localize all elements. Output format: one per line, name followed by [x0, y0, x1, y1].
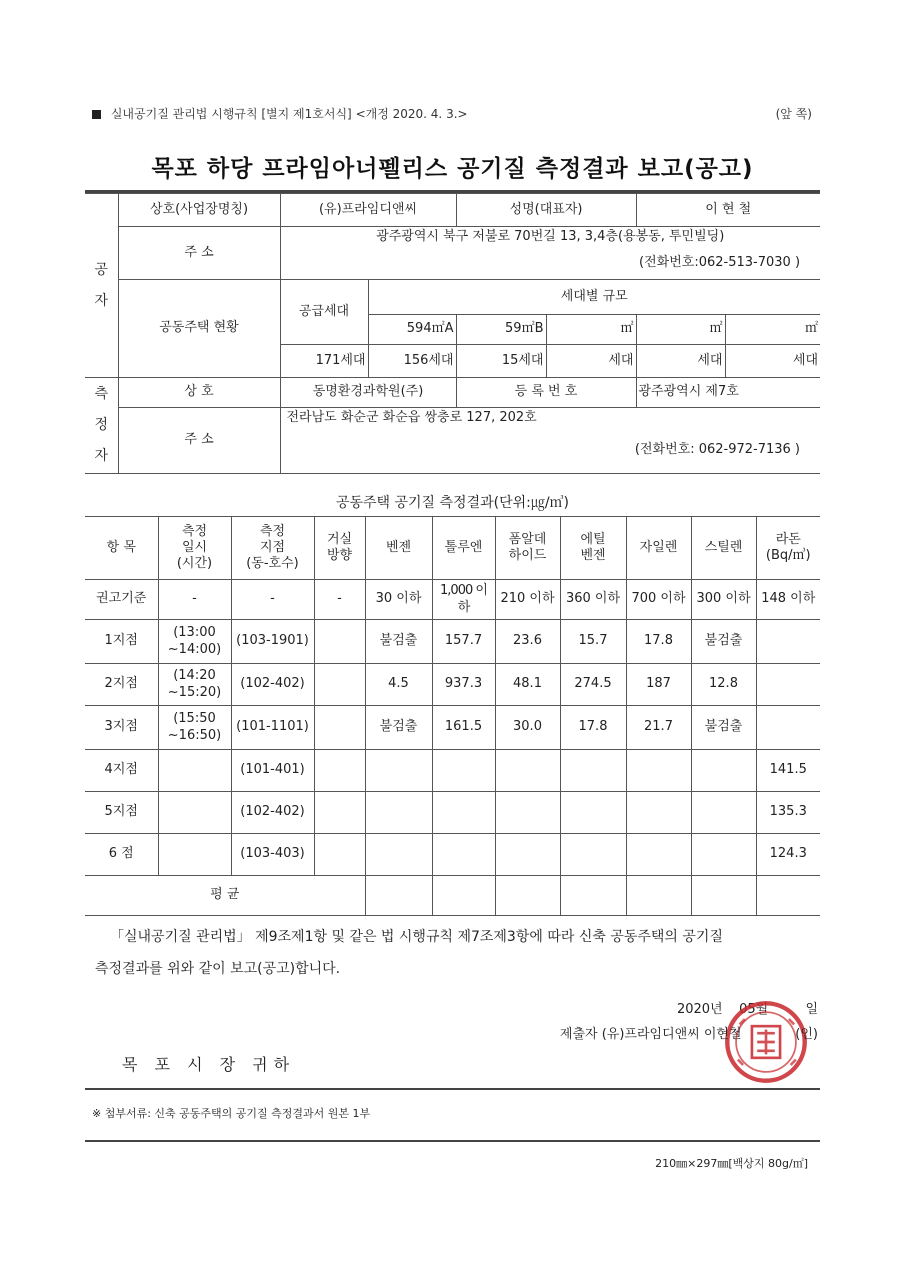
total-units: 171세대: [280, 345, 368, 378]
table-cell: 2지점: [85, 664, 158, 706]
results-table: [85, 516, 820, 916]
company-value: (유)프라임디앤씨: [280, 194, 456, 227]
table-row: [85, 834, 820, 876]
table-cell: (14:20 ~15:20): [158, 664, 231, 706]
header-time: 측정 일시 (시간): [158, 517, 231, 580]
table-cell: [314, 834, 365, 876]
table-cell: [314, 620, 365, 664]
table-cell: [314, 664, 365, 706]
date-month: 05월: [739, 1002, 769, 1017]
table-cell: 157.7: [432, 620, 495, 664]
average-row: [85, 876, 820, 916]
table-cell: 5지점: [85, 792, 158, 834]
table-cell: [495, 792, 560, 834]
results-header-row: [85, 517, 820, 580]
reg-label: 등 록 번 호: [456, 378, 636, 408]
table-cell: [158, 834, 231, 876]
supply-label: 공급세대: [280, 280, 368, 345]
table-row: [85, 792, 820, 834]
table-cell: [756, 706, 820, 750]
table-cell: (15:50 ~16:50): [158, 706, 231, 750]
table-cell: [365, 792, 432, 834]
table-cell: [691, 792, 756, 834]
reg-value: 광주광역시 제7호: [636, 378, 820, 408]
square-bullet-icon: [92, 110, 101, 119]
table-cell: (103-1901): [231, 620, 314, 664]
table-row: [85, 664, 820, 706]
address-value: 광주광역시 북구 저불로 70번길 13, 3,4층(용봉동, 투민빌딩): [376, 229, 725, 244]
table-cell: 30 이하: [365, 580, 432, 620]
rep-value: 이 현 철: [636, 194, 820, 227]
measurer-company: 동명환경과학원(주): [280, 378, 456, 408]
table-cell: [432, 834, 495, 876]
table-cell: [158, 792, 231, 834]
table-cell: 48.1: [495, 664, 560, 706]
submitter-sign: (인): [795, 1027, 818, 1042]
table-cell: (101-1101): [231, 706, 314, 750]
table-cell: 161.5: [432, 706, 495, 750]
table-row: [85, 620, 820, 664]
standard-row: [85, 580, 820, 620]
table-cell: [314, 706, 365, 750]
measurer-address-label: 주 소: [118, 408, 280, 474]
table-cell: [495, 834, 560, 876]
header-xylene: 자일렌: [626, 517, 691, 580]
date-year: 2020년: [676, 1002, 723, 1017]
table-cell: [691, 834, 756, 876]
table-cell: [495, 750, 560, 792]
table-cell: [626, 834, 691, 876]
table-cell: [432, 750, 495, 792]
table-cell: 135.3: [756, 792, 820, 834]
table-cell: 17.8: [560, 706, 626, 750]
table-cell: [560, 834, 626, 876]
paper-spec: 210㎜×297㎜[백상지 80g/㎡]: [655, 1157, 808, 1170]
table-cell: 23.6: [495, 620, 560, 664]
size-b: 59㎡B: [456, 315, 546, 345]
units-e: 세대: [725, 345, 820, 378]
results-title: 공동주택 공기질 측정결과(단위:㎍/㎥): [335, 495, 570, 511]
table-cell: (102-402): [231, 792, 314, 834]
table-cell: -: [231, 580, 314, 620]
table-cell: [365, 750, 432, 792]
measurer-phone: (전화번호: 062-972-7136 ): [634, 442, 801, 458]
document-title: 목포 하당 프라임아너펠리스 공기질 측정결과 보고(공고): [151, 156, 754, 182]
table-cell: 불검출: [365, 706, 432, 750]
scale-label: 세대별 규모: [368, 280, 820, 315]
table-cell: 124.3: [756, 834, 820, 876]
header-location: 측정 지점 (동-호수): [231, 517, 314, 580]
header-benzene: 벤젠: [365, 517, 432, 580]
table-cell: 3지점: [85, 706, 158, 750]
address-label: 주 소: [118, 227, 280, 280]
units-b: 15세대: [456, 345, 546, 378]
table-cell: (13:00 ~14:00): [158, 620, 231, 664]
table-cell: -: [314, 580, 365, 620]
footer-rule-top: [85, 1088, 820, 1090]
address-cell: [280, 227, 820, 280]
table-cell: 21.7: [626, 706, 691, 750]
submitter-label: 제출자 (유)프라임디앤씨 이현철: [559, 1027, 742, 1042]
table-cell: [432, 792, 495, 834]
table-cell: 274.5: [560, 664, 626, 706]
size-c: ㎡: [546, 315, 636, 345]
table-cell: 4.5: [365, 664, 432, 706]
date-day: 일: [805, 1002, 818, 1017]
table-cell: [314, 750, 365, 792]
table-cell: 187: [626, 664, 691, 706]
revision-text: <개정 2020. 4. 3.>: [355, 107, 468, 121]
builder-section-label: 공 자: [85, 194, 118, 378]
table-cell: -: [158, 580, 231, 620]
table-cell: 12.8: [691, 664, 756, 706]
table-cell: 210 이하: [495, 580, 560, 620]
table-cell: [691, 750, 756, 792]
table-cell: [314, 792, 365, 834]
size-e: ㎡: [725, 315, 820, 345]
page-side: (앞 쪽): [775, 107, 812, 121]
address-phone: (전화번호:062-513-7030 ): [639, 255, 801, 271]
table-cell: 30.0: [495, 706, 560, 750]
form-reference: [92, 105, 468, 122]
table-row: [85, 706, 820, 750]
recipient: 목 포 시 장 귀하: [122, 1055, 296, 1074]
header-toluene: 톨루엔: [432, 517, 495, 580]
submitter: [560, 1023, 818, 1042]
attachment-note: ※ 첨부서류: 신축 공동주택의 공기질 측정결과서 원본 1부: [92, 1107, 371, 1120]
header-ethylbenzene: 에틸 벤젠: [560, 517, 626, 580]
company-label: 상호(사업장명칭): [118, 194, 280, 227]
average-label: 평 균: [85, 876, 365, 916]
housing-label: 공동주택 현황: [118, 280, 280, 378]
rep-label: 성명(대표자): [456, 194, 636, 227]
header-direction: 거실 방향: [314, 517, 365, 580]
header-radon: 라돈 (Bq/㎥): [756, 517, 820, 580]
table-cell: 17.8: [626, 620, 691, 664]
table-cell: [626, 792, 691, 834]
measurer-address: 전라남도 화순군 화순읍 쌍충로 127, 202호: [286, 410, 537, 425]
header-formaldehyde: 폼알데 하이드: [495, 517, 560, 580]
table-cell: [365, 834, 432, 876]
measurer-company-label: 상 호: [118, 378, 280, 408]
size-d: ㎡: [636, 315, 725, 345]
info-table: [85, 193, 820, 474]
table-cell: 700 이하: [626, 580, 691, 620]
table-cell: 141.5: [756, 750, 820, 792]
table-cell: (103-403): [231, 834, 314, 876]
units-c: 세대: [546, 345, 636, 378]
table-cell: 6 점: [85, 834, 158, 876]
company-seal-icon: [722, 998, 810, 1086]
footer-rule-bottom: [85, 1140, 820, 1142]
table-cell: 15.7: [560, 620, 626, 664]
units-d: 세대: [636, 345, 725, 378]
table-cell: 300 이하: [691, 580, 756, 620]
statement-line-2: 측정결과를 위와 같이 보고(공고)합니다.: [95, 961, 341, 977]
table-cell: [158, 750, 231, 792]
measurer-address-cell: [280, 408, 820, 474]
measurer-section-label: 측 정 자: [85, 378, 118, 474]
form-ref-text: 실내공기질 관리법 시행규칙 [별지 제1호서식]: [110, 107, 352, 121]
table-cell: [560, 792, 626, 834]
table-cell: 1지점: [85, 620, 158, 664]
table-cell: 360 이하: [560, 580, 626, 620]
header-styrene: 스틸렌: [691, 517, 756, 580]
table-cell: 불검출: [365, 620, 432, 664]
table-cell: [626, 750, 691, 792]
statement-line-1: 「실내공기질 관리법」 제9조제1항 및 같은 법 시행규칙 제7조제3항에 따라 신축 공동주택의 공기질: [110, 929, 723, 945]
table-cell: [756, 664, 820, 706]
table-cell: (102-402): [231, 664, 314, 706]
table-cell: 937.3: [432, 664, 495, 706]
table-cell: 권고기준: [85, 580, 158, 620]
table-cell: [756, 620, 820, 664]
table-cell: 148 이하: [756, 580, 820, 620]
table-cell: [560, 750, 626, 792]
table-cell: 불검출: [691, 706, 756, 750]
table-cell: 4지점: [85, 750, 158, 792]
size-a: 594㎡A: [368, 315, 456, 345]
table-cell: (101-401): [231, 750, 314, 792]
table-cell: 1,000 이하: [432, 580, 495, 620]
header-item: 항 목: [85, 517, 158, 580]
table-cell: 불검출: [691, 620, 756, 664]
units-a: 156세대: [368, 345, 456, 378]
table-row: [85, 750, 820, 792]
